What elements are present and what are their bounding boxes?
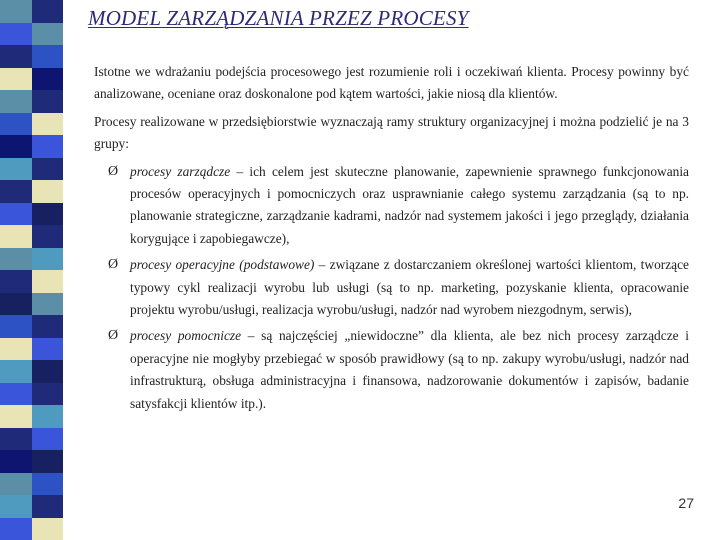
bullet-heading: procesy pomocnicze: [130, 328, 242, 344]
stripe-row: [0, 113, 63, 136]
stripe-row: [0, 315, 63, 338]
stripe-tile: [32, 518, 64, 540]
stripe-tile: [0, 45, 32, 68]
process-group-list: [94, 161, 689, 415]
stripe-tile: [32, 180, 64, 203]
stripe-row: [0, 450, 63, 473]
bullet-text: – ich celem jest skuteczne planowanie, zapewnienie sprawnego funkcjonowania procesów operacyjnych i pomocniczych oraz usprawnianie całego systemu zarządzania (są to np. planowanie strategiczne, zarządzanie kadrami, nadzór nad systemem jakości i jego przeglądy, działania korygujące i zapobiegawcze),: [130, 163, 690, 246]
page-number: 27: [678, 495, 694, 511]
stripe-tile: [32, 315, 64, 338]
stripe-row: [0, 383, 63, 406]
stripe-tile: [0, 315, 32, 338]
stripe-tile: [0, 135, 32, 158]
arrow-bullet-icon: Ø: [108, 257, 119, 273]
stripe-row: [0, 518, 63, 540]
stripe-row: [0, 45, 63, 68]
stripe-row: [0, 360, 63, 383]
stripe-tile: [0, 428, 32, 451]
bullet-text: – są najczęściej „niewidoczne” dla klienta, ale bez nich procesy zarządcze i operacyjne nie mogłyby przebiegać w sposób prawidłowy (są to np. zakupy wyrobu/usługi, nadzór nad infrastrukturą, obsługa administracyjna i finansowa, nadzorowanie dokumentów i zapisów, badanie satysfakcji klientów itp.).: [130, 328, 689, 411]
stripe-tile: [32, 473, 64, 496]
stripe-tile: [0, 225, 32, 248]
stripe-row: [0, 405, 63, 428]
stripe-tile: [32, 495, 64, 518]
stripe-tile: [32, 360, 64, 383]
bullet-heading: procesy operacyjne (podstawowe): [130, 257, 315, 273]
stripe-row: [0, 225, 63, 248]
stripe-tile: [32, 203, 64, 226]
stripe-tile: [0, 473, 32, 496]
stripe-row: [0, 0, 63, 23]
stripe-tile: [0, 23, 32, 46]
stripe-tile: [0, 518, 32, 540]
stripe-row: [0, 270, 63, 293]
intro-paragraph: Istotne we wdrażaniu podejścia procesowego jest rozumienie roli i oczekiwań klienta. Procesy powinny być analizowane, oceniane oraz doskonalone pod kątem wartości, jakie niosą dla klientów.: [94, 64, 689, 102]
stripe-tile: [32, 23, 64, 46]
groups-paragraph: Procesy realizowane w przedsiębiorstwie wyznaczają ramy struktury organizacyjnej i można podzielić je na 3 grupy:: [94, 113, 689, 152]
arrow-bullet-icon: Ø: [108, 163, 119, 179]
stripe-row: [0, 135, 63, 158]
stripe-tile: [32, 225, 64, 248]
list-item: [94, 325, 689, 415]
stripe-tile: [32, 428, 64, 451]
stripe-tile: [32, 338, 64, 361]
stripe-row: [0, 495, 63, 518]
stripe-tile: [0, 158, 32, 181]
stripe-row: [0, 23, 63, 46]
stripe-tile: [0, 180, 32, 203]
stripe-row: [0, 428, 63, 451]
slide-title: MODEL ZARZĄDZANIA PRZEZ PROCESY: [88, 6, 469, 30]
stripe-tile: [32, 135, 64, 158]
stripe-tile: [0, 495, 32, 518]
bullet-heading: procesy zarządcze: [130, 163, 231, 179]
stripe-tile: [32, 383, 64, 406]
stripe-tile: [0, 68, 32, 91]
stripe-tile: [0, 383, 32, 406]
stripe-tile: [32, 113, 64, 136]
stripe-row: [0, 68, 63, 91]
stripe-tile: [0, 405, 32, 428]
stripe-row: [0, 338, 63, 361]
stripe-tile: [32, 405, 64, 428]
decorative-stripe: [0, 0, 63, 540]
stripe-tile: [32, 293, 64, 316]
stripe-row: [0, 158, 63, 181]
stripe-tile: [32, 270, 64, 293]
stripe-tile: [32, 45, 64, 68]
stripe-tile: [32, 90, 64, 113]
stripe-tile: [32, 450, 64, 473]
stripe-tile: [32, 68, 64, 91]
stripe-tile: [0, 270, 32, 293]
stripe-tile: [32, 248, 64, 271]
slide-content: [94, 61, 689, 415]
stripe-tile: [0, 113, 32, 136]
stripe-tile: [0, 450, 32, 473]
stripe-row: [0, 248, 63, 271]
stripe-tile: [32, 0, 64, 23]
stripe-tile: [0, 360, 32, 383]
list-item: [94, 254, 689, 321]
list-item: [94, 161, 689, 251]
stripe-row: [0, 203, 63, 226]
stripe-tile: [0, 248, 32, 271]
stripe-tile: [0, 338, 32, 361]
stripe-row: [0, 90, 63, 113]
stripe-row: [0, 180, 63, 203]
stripe-row: [0, 473, 63, 496]
stripe-tile: [0, 0, 32, 23]
stripe-tile: [0, 203, 32, 226]
stripe-tile: [0, 90, 32, 113]
stripe-row: [0, 293, 63, 316]
bullet-text: – związane z dostarczaniem określonej wartości klientom, tworzące typowy cykl realizacji wyrobu lub usługi (są to np. marketing, pozyskanie klienta, opracowanie projektu wyrobu/usługi, realizacja wyrobu/usługi, nadzór nad wyrobem niezgodnym, serwis),: [130, 257, 689, 318]
stripe-tile: [0, 293, 32, 316]
stripe-tile: [32, 158, 64, 181]
arrow-bullet-icon: Ø: [108, 328, 119, 344]
